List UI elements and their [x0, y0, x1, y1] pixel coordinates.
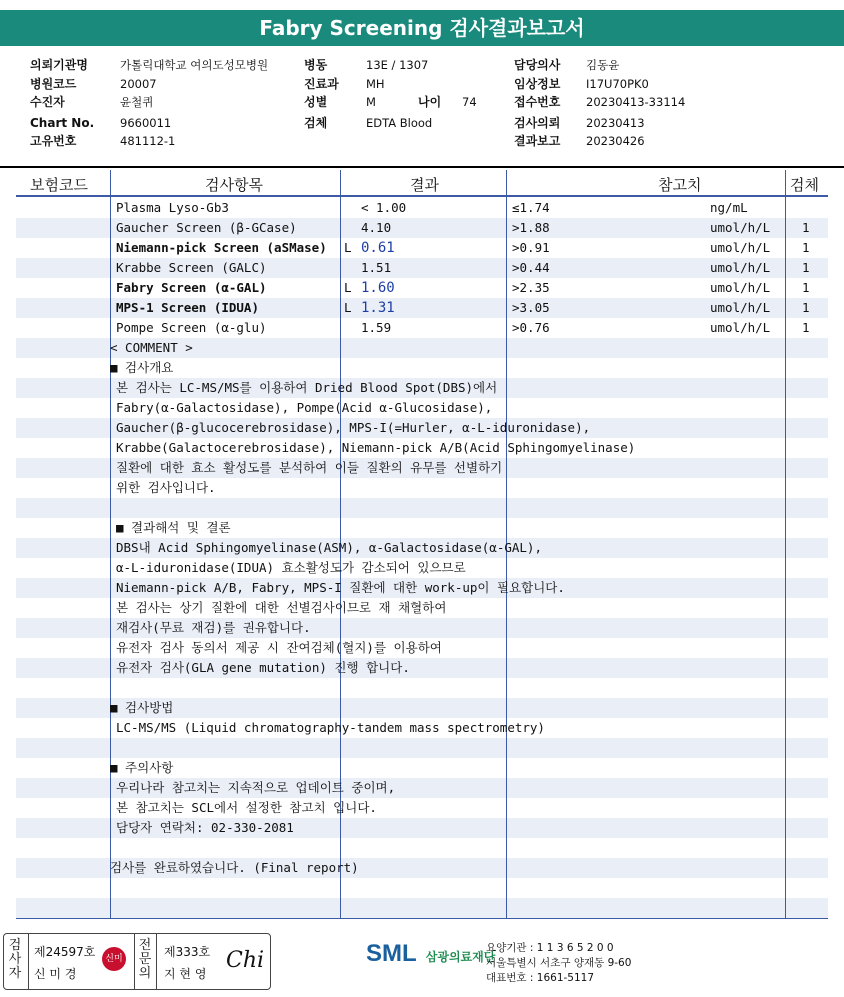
reference-range: >2.35 [512, 280, 550, 295]
result-flag: L [344, 280, 352, 295]
test-item-name: Fabry Screen (α-GAL) [116, 280, 267, 295]
tester-name: 신 미 경 [34, 967, 77, 981]
comment-line: Gaucher(β-glucocerebrosidase), MPS-I(=Hurler, α-L-iduronidase), [116, 420, 591, 435]
result-row [0, 198, 844, 218]
comment-line: 재검사(무료 재검)를 권유합니다. [116, 620, 311, 635]
label-department: 진료과 [304, 76, 339, 91]
value-ward: 13E / 1307 [366, 58, 429, 72]
label-ward: 병동 [304, 58, 328, 72]
header-right [514, 56, 685, 151]
report-title: Fabry Screening 검사결과보고서 [0, 10, 844, 46]
label-unique-no: 고유번호 [30, 134, 77, 149]
result-value: 0.61 [361, 240, 395, 256]
value-department: MH [366, 76, 385, 91]
result-unit: umol/h/L [710, 260, 771, 275]
specimen-code: 1 [802, 300, 810, 315]
label-clinical-info: 임상정보 [514, 76, 561, 91]
row-stripe [16, 898, 828, 918]
doctor-license-no: 제333호 [164, 945, 211, 959]
result-row [0, 278, 844, 298]
comment-line: Niemann-pick A/B, Fabry, MPS-I 질환에 대한 work-up이 필요합니다. [116, 580, 565, 595]
header-middle [304, 56, 477, 132]
row-stripe [16, 738, 828, 758]
value-request-date: 20230413 [586, 115, 645, 130]
table-bottom-rule [16, 918, 828, 919]
reference-range: >0.91 [512, 240, 550, 255]
result-unit: umol/h/L [710, 280, 771, 295]
header-left [30, 56, 268, 151]
comment-line: 검사를 완료하였습니다. (Final report) [110, 860, 359, 875]
reference-range: >0.76 [512, 320, 550, 335]
label-age: 나이 [418, 95, 442, 110]
test-item-name: Niemann-pick Screen (aSMase) [116, 240, 327, 255]
comment-line: Fabry(α-Galactosidase), Pompe(Acid α-Glucosidase), [116, 400, 493, 415]
comment-line: < COMMENT > [110, 340, 193, 355]
org-name: 삼광의료재단 [425, 950, 496, 964]
result-value: 1.51 [361, 260, 392, 275]
reference-range: >0.44 [512, 260, 550, 275]
result-flag: L [344, 240, 352, 255]
label-specimen: 검체 [304, 115, 328, 130]
label-report-date: 결과보고 [514, 134, 561, 149]
test-item-name: Pompe Screen (α-glu) [116, 320, 267, 335]
comment-line: Krabbe(Galactocerebrosidase), Niemann-pick A/B(Acid Sphingomyelinase) [116, 440, 636, 455]
result-unit: umol/h/L [710, 320, 771, 335]
value-report-date: 20230426 [586, 134, 645, 149]
value-age: 74 [462, 95, 477, 110]
value-receipt-no: 20230413-33114 [586, 95, 686, 110]
specimen-code: 1 [802, 320, 810, 335]
sml-logo-mark: SML [366, 940, 417, 967]
specimen-code: 1 [802, 240, 810, 255]
doctor-label: 전문의 [138, 938, 152, 981]
tester-license-no: 제24597호 [34, 945, 96, 959]
specimen-code: 1 [802, 260, 810, 275]
comment-line: ■ 검사방법 [110, 700, 174, 715]
result-unit: umol/h/L [710, 220, 771, 235]
label-institution: 의뢰기관명 [30, 58, 88, 72]
comment-line: DBS내 Acid Sphingomyelinase(ASM), α-Galactosidase(α-GAL), [116, 540, 542, 555]
result-value: 1.59 [361, 320, 392, 335]
specimen-code: 1 [802, 280, 810, 295]
value-doctor: 김동윤 [586, 58, 620, 72]
org-info [486, 941, 631, 986]
care-institution-no: 요양기관 : 1 1 3 6 5 2 0 0 [486, 942, 614, 954]
comment-line: LC-MS/MS (Liquid chromatography-tandem mass spectrometry) [116, 720, 545, 735]
comment-line: 위한 검사입니다. [116, 480, 216, 495]
reference-range: ≤1.74 [512, 200, 550, 215]
label-doctor: 담당의사 [514, 58, 561, 72]
value-clinical-info: I17U70PK0 [586, 76, 649, 91]
label-sex: 성별 [304, 95, 328, 110]
comment-line: 유전자 검사 동의서 제공 시 잔여검체(혈지)를 이용하여 [116, 640, 442, 655]
value-institution: 가톨릭대학교 여의도성모병원 [120, 58, 269, 72]
reference-range: >3.05 [512, 300, 550, 315]
signature-box [3, 933, 271, 990]
org-address: 서울특별시 서초구 양재동 9-60 [486, 957, 632, 969]
comment-line: 담당자 연락처: 02-330-2081 [116, 820, 294, 835]
label-patient: 수진자 [30, 95, 65, 110]
label-receipt-no: 접수번호 [514, 95, 561, 110]
value-patient: 윤철퀴 [120, 95, 154, 110]
result-row [0, 318, 844, 338]
label-request-date: 검사의뢰 [514, 115, 561, 130]
result-unit: ng/mL [710, 200, 748, 215]
result-row [0, 218, 844, 238]
test-item-name: MPS-1 Screen (IDUA) [116, 300, 259, 315]
col-result: 결과 [410, 176, 439, 194]
label-chart-no: Chart No. [30, 115, 95, 130]
col-reference: 참고치 [658, 176, 702, 194]
doctor-name: 지 현 영 [164, 967, 207, 981]
tester-stamp-icon: 신미경 [102, 947, 126, 971]
result-value: 1.31 [361, 300, 395, 316]
comment-line: 우리나라 참고치는 지속적으로 업데이트 중이며, [116, 780, 396, 795]
value-chart-no: 9660011 [120, 115, 172, 130]
col-test-item: 검사항목 [205, 176, 263, 194]
test-item-name: Gaucher Screen (β-GCase) [116, 220, 297, 235]
result-value: < 1.00 [361, 200, 407, 215]
table-top-rule [0, 166, 844, 168]
result-row [0, 258, 844, 278]
sml-logo [366, 940, 495, 968]
result-flag: L [344, 300, 352, 315]
comment-line: ■ 검사개요 [110, 360, 174, 375]
org-phone: 대표번호 : 1661-5117 [486, 972, 595, 984]
comment-line: 질환에 대한 효소 활성도를 분석하여 이들 질환의 유무를 선별하기 [116, 460, 503, 475]
comment-line: 본 검사는 LC-MS/MS를 이용하여 Dried Blood Spot(DBS)에서 [116, 380, 498, 395]
col-insurance-code: 보험코드 [30, 176, 88, 194]
comment-line: 본 검사는 상기 질환에 대한 선별검사이므로 재 채혈하여 [116, 600, 447, 615]
comment-line: α-L-iduronidase(IDUA) 효소활성도가 감소되어 있으므로 [116, 560, 466, 575]
result-unit: umol/h/L [710, 240, 771, 255]
result-row [0, 238, 844, 258]
row-stripe [16, 498, 828, 518]
comment-line: 유전자 검사(GLA gene mutation) 진행 합니다. [116, 660, 410, 675]
value-unique-no: 481112-1 [120, 134, 176, 149]
value-sex: M [366, 95, 376, 110]
test-item-name: Krabbe Screen (GALC) [116, 260, 267, 275]
result-row [0, 298, 844, 318]
col-specimen: 검체 [790, 176, 819, 194]
comment-line: ■ 주의사항 [110, 760, 174, 775]
reference-range: >1.88 [512, 220, 550, 235]
doctor-signature: Chi [226, 948, 265, 973]
result-value: 4.10 [361, 220, 392, 235]
table-header-rule [16, 195, 828, 197]
value-hospital-code: 20007 [120, 76, 157, 91]
value-specimen: EDTA Blood [366, 115, 433, 130]
specimen-code: 1 [802, 220, 810, 235]
label-hospital-code: 병원코드 [30, 76, 77, 91]
result-value: 1.60 [361, 280, 395, 296]
test-item-name: Plasma Lyso-Gb3 [116, 200, 229, 215]
comment-line: 본 참고치는 SCL에서 설정한 참고치 입니다. [116, 800, 377, 815]
comment-line: ■ 결과해석 및 결론 [116, 520, 231, 535]
tester-label: 검사자 [8, 938, 22, 981]
result-unit: umol/h/L [710, 300, 771, 315]
